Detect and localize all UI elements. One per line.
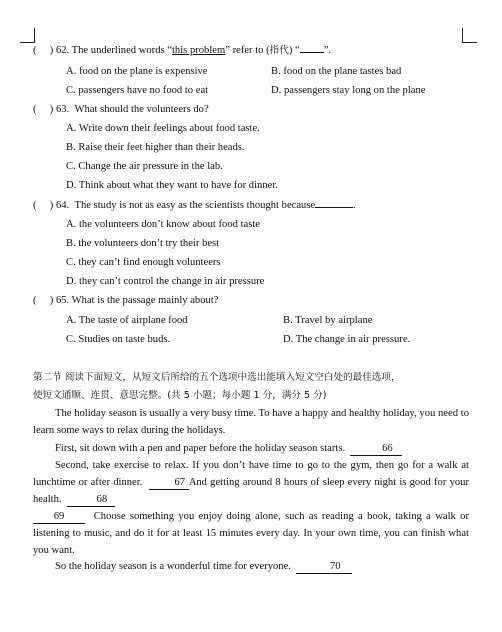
section-2-instructions-line2: 使短文通顺、连贯、意思完整。(共 5 小题；每小题 1 分，满分 5 分) [33, 390, 327, 401]
question-64: ( ) 64. The study is not as easy as the scientists thought because . [33, 200, 356, 211]
crop-mark-top-right [462, 28, 477, 43]
option-64d: D. they can’t control the change in air pressure [66, 276, 265, 287]
option-63c: C. Change the air pressure in the lab. [66, 161, 223, 172]
option-63b: B. Raise their feet higher than their heads. [66, 142, 245, 153]
passage-paragraph-2: First, sit down with a pen and paper before the holiday season starts. 66 [33, 440, 469, 457]
passage-paragraph-1: The holiday season is usually a very busy time. To have a happy and healthy holiday, you need to learn some ways to relax during the holidays. [33, 408, 469, 436]
option-62b: B. food on the plane tastes bad [271, 66, 402, 77]
blank-67: 67 [149, 477, 189, 490]
question-62: ( ) 62. The underlined words “this problem” refer to (指代) “ ”. [33, 45, 332, 56]
option-65d: D. The change in air pressure. [283, 334, 411, 345]
option-63d: D. Think about what they want to have for dinner. [66, 180, 278, 191]
option-64c: C. they can’t find enough volunteers [66, 257, 221, 268]
option-65a: A. The taste of airplane food [66, 315, 188, 326]
section-2-instructions-line1: 第二节 阅读下面短文，从短文后所给的五个选项中选出能填入短文空白处的最佳选项， [33, 372, 401, 383]
crop-mark-top-left [20, 28, 35, 43]
option-62d: D. passengers stay long on the plane [271, 85, 426, 96]
option-65c: C. Studies on taste buds. [66, 334, 171, 345]
passage-paragraph-5: So the holiday season is a wonderful time for everyone. 70 [33, 558, 469, 575]
blank-68: 68 [67, 494, 115, 507]
option-62a: A. food on the plane is expensive [66, 66, 208, 77]
option-63a: A. Write down their feelings about food taste. [66, 123, 260, 134]
blank-69: 69 [33, 511, 85, 524]
blank-66: 66 [350, 443, 402, 456]
blank-70: 70 [296, 561, 352, 574]
passage-paragraph-4: 69 Choose something you enjoy doing alone, such as reading a book, taking a walk or listening to music, and do it for at least 15 minutes every day. In your own time, you can finish what you want. [33, 511, 470, 556]
passage-paragraph-3: Second, take exercise to relax. If you don’t have time to go to the gym, then go for a walk at lunchtime or after dinner. 67 And getting around 8 hours of sleep every night is good for your health. 68 [33, 460, 469, 505]
option-64a: A. the volunteers don’t know about food taste [66, 219, 260, 230]
question-63: ( ) 63. What should the volunteers do? [33, 104, 209, 115]
option-64b: B. the volunteers don’t try their best [66, 238, 220, 249]
option-65b: B. Travel by airplane [283, 315, 373, 326]
question-65: ( ) 65. What is the passage mainly about? [33, 295, 219, 306]
option-62c: C. passengers have no food to eat [66, 85, 209, 96]
